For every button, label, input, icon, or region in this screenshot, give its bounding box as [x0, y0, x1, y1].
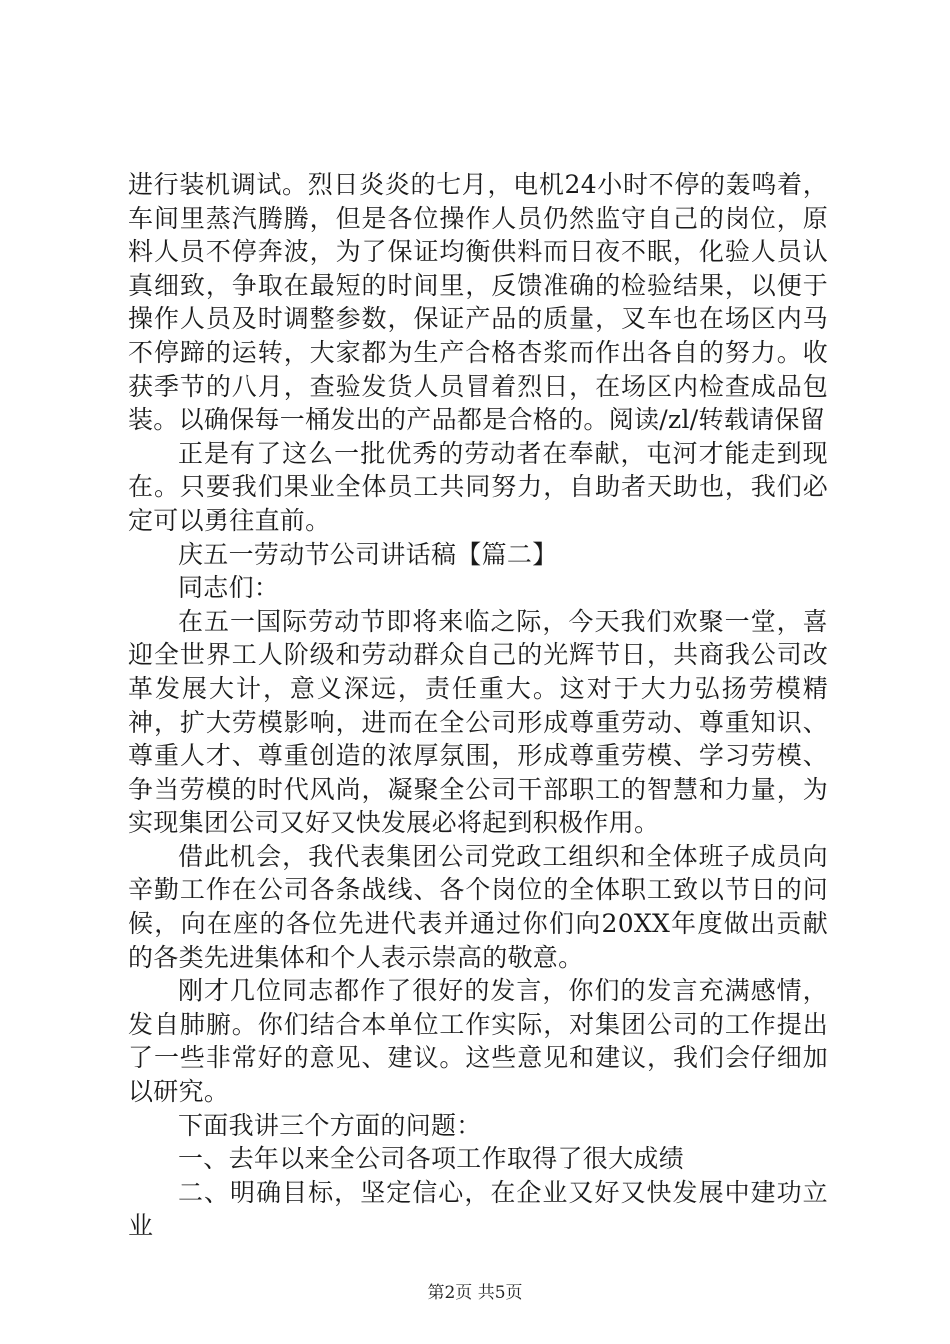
body-paragraph: 在五一国际劳动节即将来临之际，今天我们欢聚一堂，喜迎全世界工人阶级和劳动群众自己的光辉节日，共商我公司改革发展大计，意义深远，责任重大。这对于大力弘扬劳模精神，扩大劳模影响，进而在全公司形成尊重劳动、尊重知识、尊重人才、尊重创造的浓厚氛围，形成尊重劳模、学习劳模、争当劳模的时代风尚，凝聚全公司干部职工的智慧和力量，为实现集团公司又好又快发展必将起到积极作用。: [128, 606, 828, 838]
body-paragraph: 下面我讲三个方面的问题：: [178, 1110, 482, 1140]
salutation: 同志们：: [178, 573, 280, 603]
body-paragraph: 刚才几位同志都作了很好的发言，你们的发言充满感情，发自肺腑。你们结合本单位工作实际，对集团公司的工作提出了一些非常好的意见、建议。这些意见和建议，我们会仔细加以研究。: [128, 976, 828, 1107]
body-paragraph: 正是有了这么一批优秀的劳动者在奉献，屯河才能走到现在。只要我们果业全体员工共同努力，自助者天助也，我们必定可以勇往直前。: [128, 438, 828, 535]
document-body: [128, 168, 828, 1243]
body-paragraph: 进行装机调试。烈日炎炎的七月，电机24小时不停的轰鸣着，车间里蒸汽腾腾，但是各位操作人员仍然监守自己的岗位，原料人员不停奔波，为了保证均衡供料而日夜不眠，化验人员认真细致，争取在最短的时间里，反馈准确的检验结果，以便于操作人员及时调整参数，保证产品的质量，叉车也在场区内马不停蹄的运转，大家都为生产合格杏浆而作出各自的努力。收获季节的八月，查验发货人员冒着烈日，在场区内检查成品包装。以确保每一桶发出的产品都是合格的。阅读/zl/转载请保留: [128, 170, 828, 435]
page-number: 第2页 共5页: [427, 1283, 523, 1303]
section-heading: 庆五一劳动节公司讲话稿【篇二】: [178, 539, 558, 569]
outline-item: 二、明确目标，坚定信心，在企业又好又快发展中建功立业: [128, 1177, 828, 1241]
outline-item: 一、去年以来全公司各项工作取得了很大成绩: [178, 1144, 685, 1174]
body-paragraph: 借此机会，我代表集团公司党政工组织和全体班子成员向辛勤工作在公司各条战线、各个岗位的全体职工致以节日的问候，向在座的各位先进代表并通过你们向20XX年度做出贡献的各类先进集体和个人表示崇高的敬意。: [128, 841, 828, 972]
